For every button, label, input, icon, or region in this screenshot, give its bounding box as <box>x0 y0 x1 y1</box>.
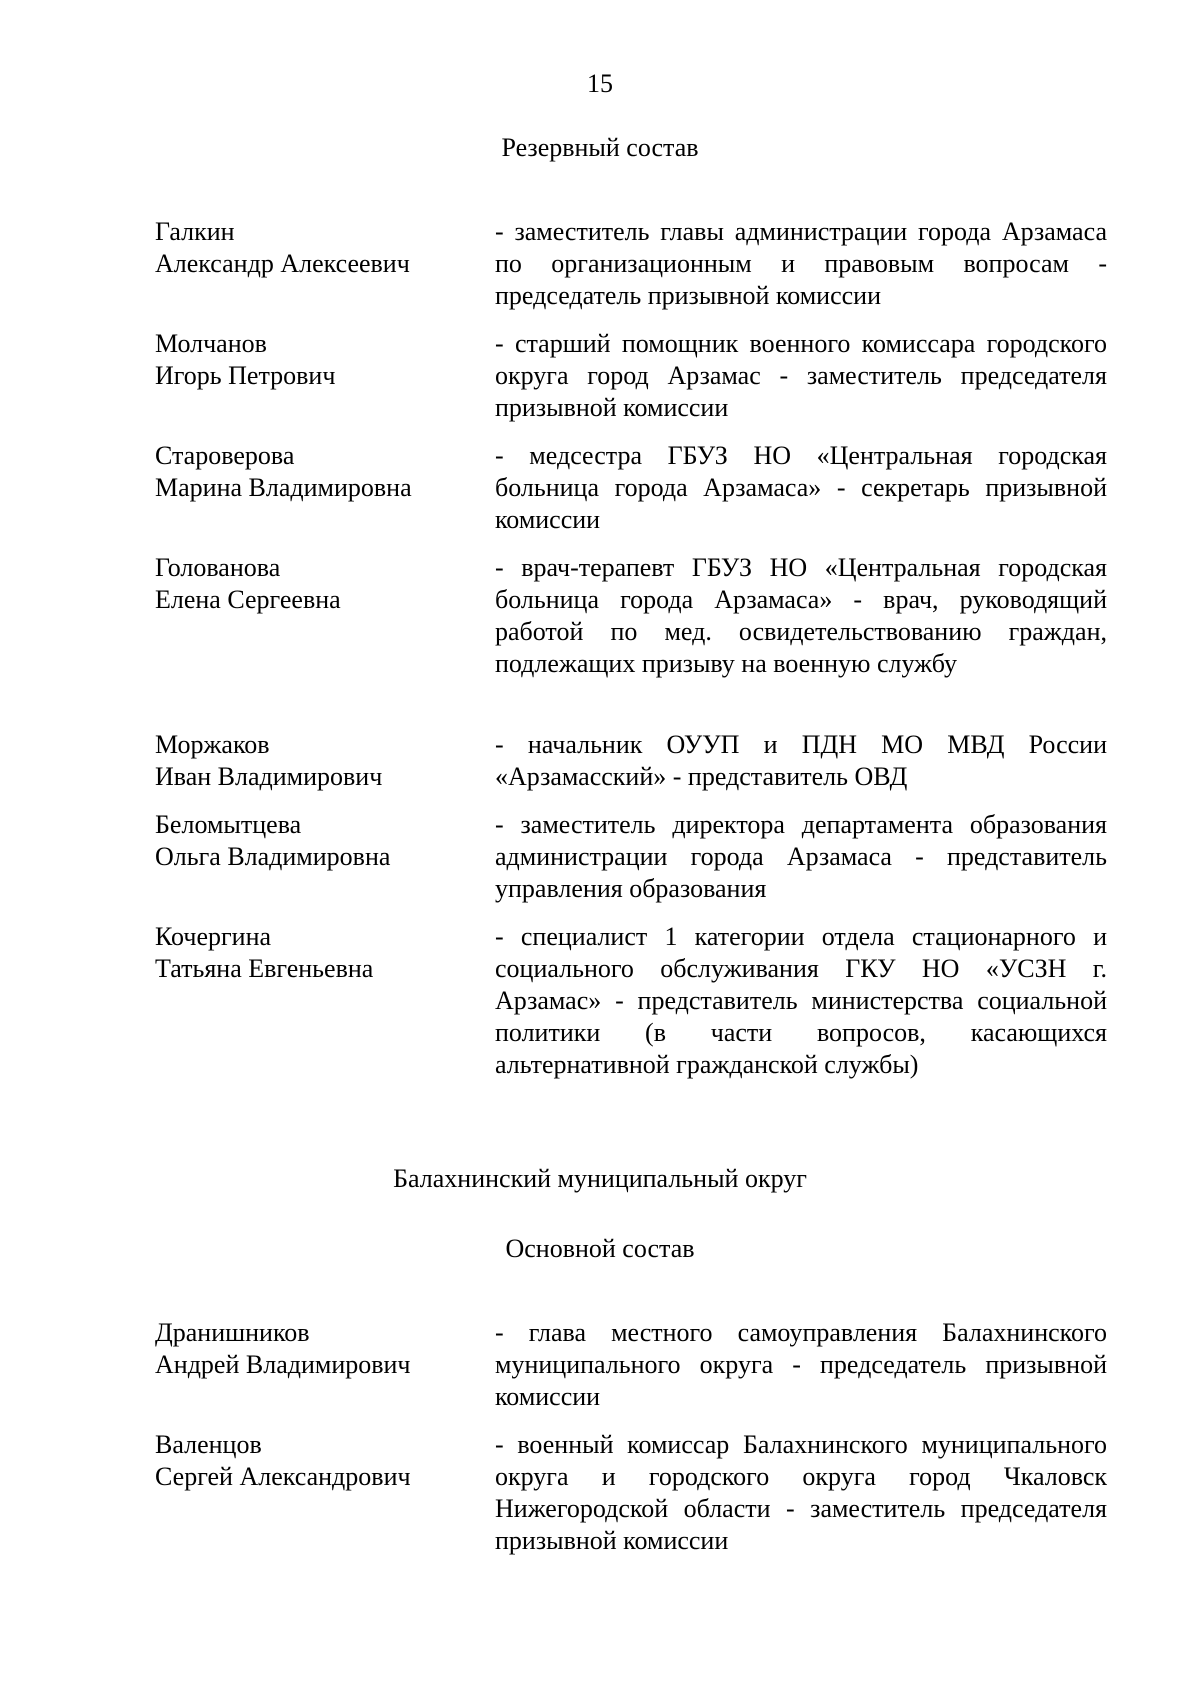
member-name <box>155 552 485 616</box>
member-name <box>155 809 485 873</box>
member-surname: Молчанов <box>155 329 267 358</box>
member-name <box>155 440 485 504</box>
page-number: 15 <box>587 69 613 98</box>
member-role: - старший помощник военного комиссара городского округа город Арзамас - заместитель председателя призывной комиссии <box>495 329 1107 422</box>
member-name <box>155 729 485 793</box>
member-given-names: Ольга Владимировна <box>155 842 391 871</box>
district-heading: Балахнинский муниципальный округ <box>393 1164 807 1193</box>
member-role: - заместитель главы администрации города Арзамаса по организационным и правовым вопросам - председатель призывной комиссии <box>495 217 1107 310</box>
section-heading-main: Основной состав <box>505 1234 695 1263</box>
member-role: - начальник ОУУП и ПДН МО МВД России «Арзамасский» - представитель ОВД <box>495 730 1107 791</box>
member-given-names: Марина Владимировна <box>155 473 412 502</box>
section-heading-reserve: Резервный состав <box>501 133 699 162</box>
member-surname: Валенцов <box>155 1430 262 1459</box>
member-given-names: Татьяна Евгеньевна <box>155 954 374 983</box>
member-name <box>155 921 485 985</box>
member-role: - медсестра ГБУЗ НО «Центральная городская больница города Арзамаса» - секретарь призывной комиссии <box>495 441 1107 534</box>
member-name <box>155 1429 485 1493</box>
member-role: - заместитель директора департамента образования администрации города Арзамаса - представитель управления образования <box>495 810 1107 903</box>
member-given-names: Елена Сергеевна <box>155 585 341 614</box>
member-surname: Староверова <box>155 441 295 470</box>
member-name <box>155 1317 485 1381</box>
member-surname: Моржаков <box>155 730 270 759</box>
member-role: - специалист 1 категории отдела стационарного и социального обслуживания ГКУ НО «УСЗН г. Арзамас» - представитель министерства социальной политики (в части вопросов, касающихся альтернативной гражданской службы) <box>495 922 1107 1079</box>
member-surname: Беломытцева <box>155 810 302 839</box>
member-given-names: Иван Владимирович <box>155 762 383 791</box>
member-given-names: Андрей Владимирович <box>155 1350 411 1379</box>
member-surname: Галкин <box>155 217 235 246</box>
member-given-names: Александр Алексеевич <box>155 249 410 278</box>
member-name <box>155 216 485 280</box>
member-given-names: Сергей Александрович <box>155 1462 411 1491</box>
member-name <box>155 328 485 392</box>
member-surname: Кочергина <box>155 922 272 951</box>
member-role: - военный комиссар Балахнинского муниципального округа и городского округа город Чкаловск Нижегородской области - заместитель председателя призывной комиссии <box>495 1430 1107 1555</box>
member-surname: Голованова <box>155 553 281 582</box>
member-role: - врач-терапевт ГБУЗ НО «Центральная городская больница города Арзамаса» - врач, руководящий работой по мед. освидетельствованию граждан, подлежащих призыву на военную службу <box>495 553 1107 678</box>
member-role: - глава местного самоуправления Балахнинского муниципального округа - председатель призывной комиссии <box>495 1318 1107 1411</box>
member-surname: Дранишников <box>155 1318 310 1347</box>
member-given-names: Игорь Петрович <box>155 361 336 390</box>
